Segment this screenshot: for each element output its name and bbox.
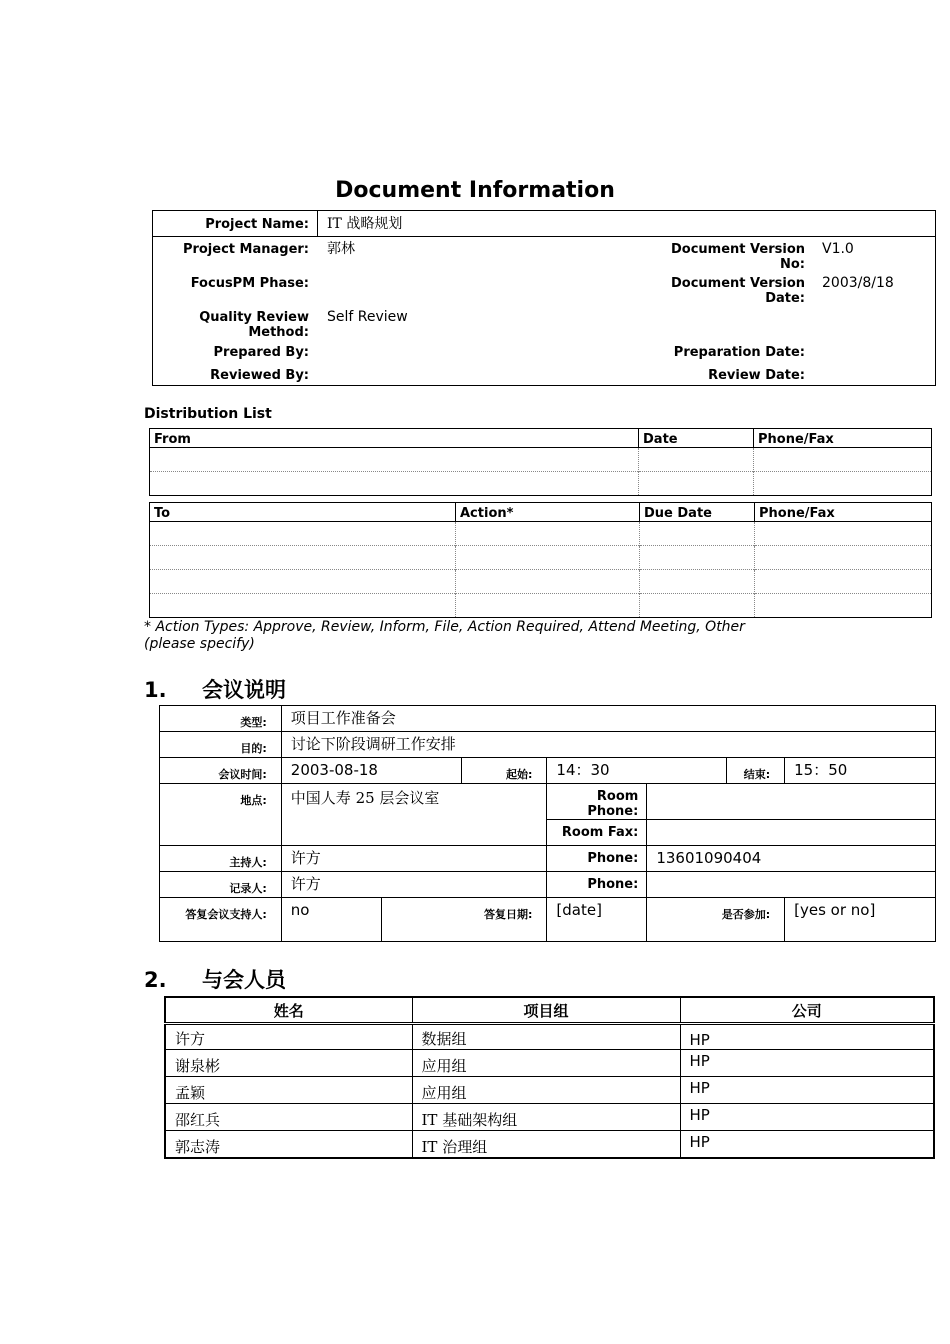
table-row (150, 472, 932, 496)
room-fax-label: Room Fax: (547, 820, 647, 846)
start-label: 起始: (461, 758, 547, 784)
preparation-date-label: Preparation Date: (673, 345, 805, 360)
host-row (160, 846, 936, 872)
section-title: 与会人员 (202, 967, 286, 992)
to-cell[interactable] (150, 570, 456, 594)
column-header-phone-fax: Phone/Fax (755, 503, 932, 522)
phone-fax-cell[interactable] (754, 448, 932, 472)
phone-fax-cell[interactable] (754, 472, 932, 496)
time-row (160, 758, 936, 784)
due-date-cell[interactable] (640, 546, 755, 570)
column-header-to: To (150, 503, 456, 522)
recorder-row (160, 872, 936, 898)
due-date-cell[interactable] (640, 594, 755, 618)
location-label: 地点: (160, 784, 282, 846)
meeting-time-label: 会议时间: (160, 758, 282, 784)
section-title: 会议说明 (202, 677, 286, 702)
attend-value[interactable]: [yes or no] (785, 898, 936, 942)
phone-fax-cell[interactable] (755, 522, 932, 546)
attendee-company: HP (680, 1131, 934, 1159)
prepared-by-label: Prepared By: (213, 345, 309, 360)
table-row (165, 1050, 934, 1077)
phone-fax-cell[interactable] (755, 546, 932, 570)
table-row (150, 594, 932, 618)
recorder-label: 记录人: (160, 872, 282, 898)
table-row (150, 522, 932, 546)
attendee-group: IT 治理组 (412, 1131, 680, 1159)
type-row (160, 706, 936, 732)
quality-review-method-value: Self Review (327, 309, 408, 325)
host-phone-value[interactable]: 13601090404 (647, 846, 936, 872)
project-manager-value: 郭林 (327, 241, 355, 257)
section-number: 2. (144, 968, 167, 992)
project-manager-label: Project Manager: (182, 242, 309, 257)
attendee-name: 郭志涛 (165, 1131, 412, 1159)
type-label: 类型: (160, 706, 282, 732)
location-row (160, 784, 936, 820)
type-value[interactable]: 项目工作准备会 (281, 706, 935, 732)
action-cell[interactable] (456, 570, 640, 594)
attendee-name: 谢泉彬 (165, 1050, 412, 1077)
distribution-from-table (149, 428, 932, 496)
table-row (165, 1131, 934, 1159)
table-header-row (165, 997, 934, 1024)
document-version-no-value: V1.0 (822, 241, 854, 257)
project-name-label: Project Name: (205, 217, 309, 232)
purpose-label: 目的: (160, 732, 282, 758)
column-header-date: Date (639, 429, 754, 448)
document-version-date-value: 2003/8/18 (822, 275, 894, 291)
distribution-heading: Distribution List (144, 406, 272, 422)
column-header-name: 姓名 (165, 997, 412, 1024)
section-2-heading (144, 964, 286, 994)
column-header-from: From (150, 429, 639, 448)
phone-fax-cell[interactable] (755, 570, 932, 594)
table-row (150, 570, 932, 594)
table-header-row (150, 429, 932, 448)
attendee-group: 应用组 (412, 1050, 680, 1077)
table-row (165, 1077, 934, 1104)
attendee-company: HP (680, 1050, 934, 1077)
host-label: 主持人: (160, 846, 282, 872)
column-header-group: 项目组 (412, 997, 680, 1024)
reply-date-value[interactable]: [date] (547, 898, 647, 942)
section-1-heading (144, 674, 286, 704)
end-value[interactable]: 15：50 (785, 758, 936, 784)
document-version-no-label: Document Version No: (671, 242, 805, 272)
reply-support-label: 答复会议支持人: (160, 898, 282, 942)
table-row (165, 1024, 934, 1050)
focuspm-phase-label: FocusPM Phase: (190, 276, 309, 291)
end-label: 结束: (727, 758, 785, 784)
project-name-value: IT 战略规划 (327, 216, 403, 232)
recorder-phone-value[interactable] (647, 872, 936, 898)
room-phone-label: Room Phone: (547, 784, 647, 820)
table-row (150, 546, 932, 570)
attendee-name: 孟颖 (165, 1077, 412, 1104)
room-phone-value[interactable] (647, 784, 936, 820)
reply-row (160, 898, 936, 942)
review-date-label: Review Date: (708, 368, 805, 383)
attendee-group: 应用组 (412, 1077, 680, 1104)
table-row (165, 1104, 934, 1131)
phone-fax-cell[interactable] (755, 594, 932, 618)
action-types-footnote: * Action Types: Approve, Review, Inform, File, Action Required, Attend Meeting, Other (please specify) (144, 619, 745, 652)
quality-review-method-label: Quality Review Method: (199, 310, 309, 340)
distribution-to-table (149, 502, 932, 618)
attendee-name: 邵红兵 (165, 1104, 412, 1131)
attend-label: 是否参加: (647, 898, 785, 942)
purpose-row (160, 732, 936, 758)
room-fax-value[interactable] (647, 820, 936, 846)
column-header-phone-fax: Phone/Fax (754, 429, 932, 448)
date-cell[interactable] (639, 448, 754, 472)
to-cell[interactable] (150, 546, 456, 570)
due-date-cell[interactable] (640, 522, 755, 546)
reviewed-by-label: Reviewed By: (210, 368, 309, 383)
table-row (150, 448, 932, 472)
from-cell[interactable] (150, 448, 639, 472)
section-number: 1. (144, 678, 167, 702)
divider (317, 211, 318, 236)
action-cell[interactable] (456, 522, 640, 546)
start-value[interactable]: 14：30 (547, 758, 727, 784)
action-cell[interactable] (456, 546, 640, 570)
attendee-group: 数据组 (412, 1024, 680, 1050)
document-version-date-label: Document Version Date: (671, 276, 805, 306)
purpose-value[interactable]: 讨论下阶段调研工作安排 (281, 732, 935, 758)
document-info-box (152, 210, 936, 386)
meeting-time-value[interactable]: 2003-08-18 (281, 758, 461, 784)
due-date-cell[interactable] (640, 570, 755, 594)
reply-support-value[interactable]: no (281, 898, 381, 942)
attendees-table (164, 996, 935, 1159)
meeting-info-table (159, 705, 936, 942)
attendee-group: IT 基础架构组 (412, 1104, 680, 1131)
to-cell[interactable] (150, 522, 456, 546)
to-cell[interactable] (150, 594, 456, 618)
reply-date-label: 答复日期: (381, 898, 547, 942)
table-header-row (150, 503, 932, 522)
recorder-value[interactable]: 许方 (281, 872, 547, 898)
from-cell[interactable] (150, 472, 639, 496)
document-title: Document Information (335, 178, 615, 203)
attendee-company: HP (680, 1024, 934, 1050)
action-cell[interactable] (456, 594, 640, 618)
date-cell[interactable] (639, 472, 754, 496)
column-header-company: 公司 (680, 997, 934, 1024)
attendee-company: HP (680, 1077, 934, 1104)
column-header-due-date: Due Date (640, 503, 755, 522)
location-value[interactable]: 中国人寿 25 层会议室 (281, 784, 547, 846)
attendee-company: HP (680, 1104, 934, 1131)
host-phone-label: Phone: (547, 846, 647, 872)
column-header-action: Action* (456, 503, 640, 522)
attendee-name: 许方 (165, 1024, 412, 1050)
recorder-phone-label: Phone: (547, 872, 647, 898)
host-value[interactable]: 许方 (281, 846, 547, 872)
